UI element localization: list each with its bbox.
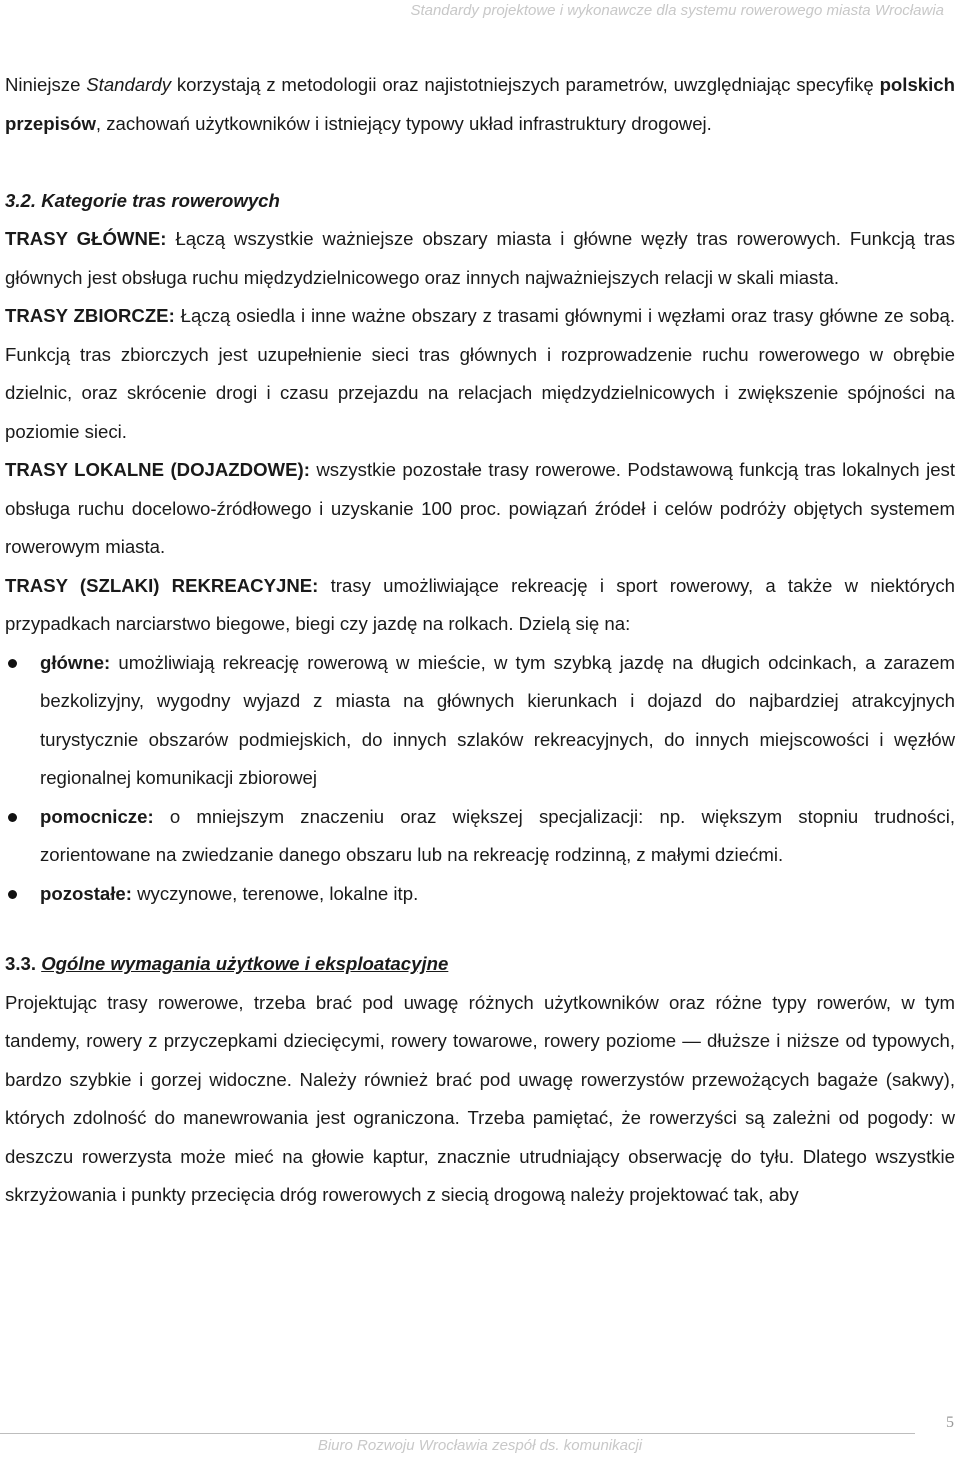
bullet-icon <box>8 813 17 822</box>
document-body <box>5 66 955 1215</box>
list-item-text: o mniejszym znaczeniu oraz większej specjalizacji: np. większym stopniu trudności, zorientowane na zwiedzanie danego obszaru lub na rekreację rodzinną, z małymi dziećmi. <box>40 805 955 865</box>
list-item <box>5 644 955 798</box>
intro-text-a: Niniejsze <box>5 74 87 95</box>
list-item <box>5 798 955 875</box>
bullet-icon <box>8 890 17 899</box>
list-item <box>5 875 955 914</box>
footer-divider <box>0 1433 915 1434</box>
list-item-label: pozostałe: <box>40 882 132 904</box>
term-label: TRASY ZBIORCZE: <box>5 305 175 326</box>
intro-text-c: korzystają z metodologii oraz najistotniejszych parametrów, uwzględniając specyfikę <box>171 74 880 95</box>
list-item-label: pomocnicze: <box>40 805 154 827</box>
paragraph-wymagania: Projektując trasy rowerowe, trzeba brać pod uwagę różnych użytkowników oraz różne typy rowerów, w tym tandemy, rowery z przyczepkami dziecięcymi, rowery towarowe, rowery poziome — dłuższe i niższe od typowych, bardzo szybkie i gorzej widoczne. Należy również brać pod uwagę rowerzystów przewożących bagaże (sakwy), których zdolność do manewrowania jest ograniczona. Trzeba pamiętać, że rowerzyści są zależni od pogody: w deszczu rowerzysta może mieć na głowie kaptur, znacznie utrudniający obserwację do tyłu. Dlatego wszystkie skrzyżowania i punkty przecięcia dróg rowerowych z siecią drogową należy projektować tak, aby <box>5 991 955 1205</box>
list-item-text: umożliwiają rekreację rowerową w mieście, w tym szybką jazdę na długich odcinkach, a zarazem bezkolizyjny, wygodny wyjazd z miasta na głównych kierunkach i dojazd do najbardziej atrakcyjnych turystycznie obszarów podmiejskich, do innych szlaków rekreacyjnych, do innych miejscowości i węzłów regionalnej komunikacji zbiorowej <box>40 651 955 788</box>
section-number: 3.3. <box>5 953 37 974</box>
list-item-label: główne: <box>40 651 111 673</box>
intro-text-e: , zachowań użytkowników i istniejący typowy układ infrastruktury drogowej. <box>95 112 712 134</box>
bullet-list <box>5 644 955 914</box>
term-label: TRASY LOKALNE (DOJAZDOWE): <box>5 459 310 480</box>
paragraph-trasy-lokalne <box>5 451 955 567</box>
page-number: 5 <box>946 1414 954 1431</box>
section-number: 3.2. <box>5 189 37 211</box>
running-header: Standardy projektowe i wykonawcze dla systemu rowerowego miasta Wrocławia <box>410 2 944 19</box>
term-description: Łączą wszystkie ważniejsze obszary miasta i główne węzły tras rowerowych. Funkcją tras głównych jest obsługa ruchu międzydzielnicowego oraz innych najważniejszych relacji w skali miasta. <box>5 228 955 288</box>
running-footer: Biuro Rozwoju Wrocławia zespół ds. komunikacji <box>317 1437 643 1454</box>
paragraph-trasy-zbiorcze <box>5 297 955 451</box>
term-label: TRASY GŁÓWNE: <box>5 228 167 249</box>
paragraph-trasy-glowne <box>5 220 955 297</box>
term-description: wszystkie pozostałe trasy rowerowe. Podstawową funkcją tras lokalnych jest obsługa ruchu docelowo-źródłowego i uzyskanie 100 proc. powiązań źródeł i celów podróży objętych systemem rowerowym miasta. <box>5 459 955 557</box>
spacer <box>5 143 955 182</box>
term-description: trasy umożliwiające rekreację i sport rowerowy, a także w niektórych przypadkach narciarstwo biegowe, biegi czy jazdę na rolkach. Dzielą się na: <box>5 574 955 634</box>
spacer <box>5 913 955 945</box>
intro-paragraph <box>5 66 955 143</box>
bullet-icon <box>8 659 17 668</box>
section-title: Ogólne wymagania użytkowe i eksploatacyjne <box>41 953 449 974</box>
list-item-text: wyczynowe, terenowe, lokalne itp. <box>131 882 419 904</box>
section-heading-3-3 <box>5 945 955 984</box>
term-description: Łączą osiedla i inne ważne obszary z trasami głównymi i węzłami oraz trasy główne ze sobą. Funkcją tras zbiorczych jest uzupełnienie sieci tras głównych i rozprowadzenie ruchu rowerowego w obrębie dzielnic, oraz skrócenie drogi i czasu przejazdu na relacjach międzydzielnicowych i zwiększenie spójności na poziomie sieci. <box>5 305 955 442</box>
paragraph-trasy-rekreacyjne <box>5 567 955 644</box>
section-heading-3-2 <box>5 182 955 221</box>
term-label: TRASY (SZLAKI) REKREACYJNE: <box>5 574 319 596</box>
intro-standardy: Standardy <box>86 74 172 95</box>
intro-polskich-przepisow: polskich przepisów <box>5 74 955 134</box>
section-title: Kategorie tras rowerowych <box>41 189 280 211</box>
